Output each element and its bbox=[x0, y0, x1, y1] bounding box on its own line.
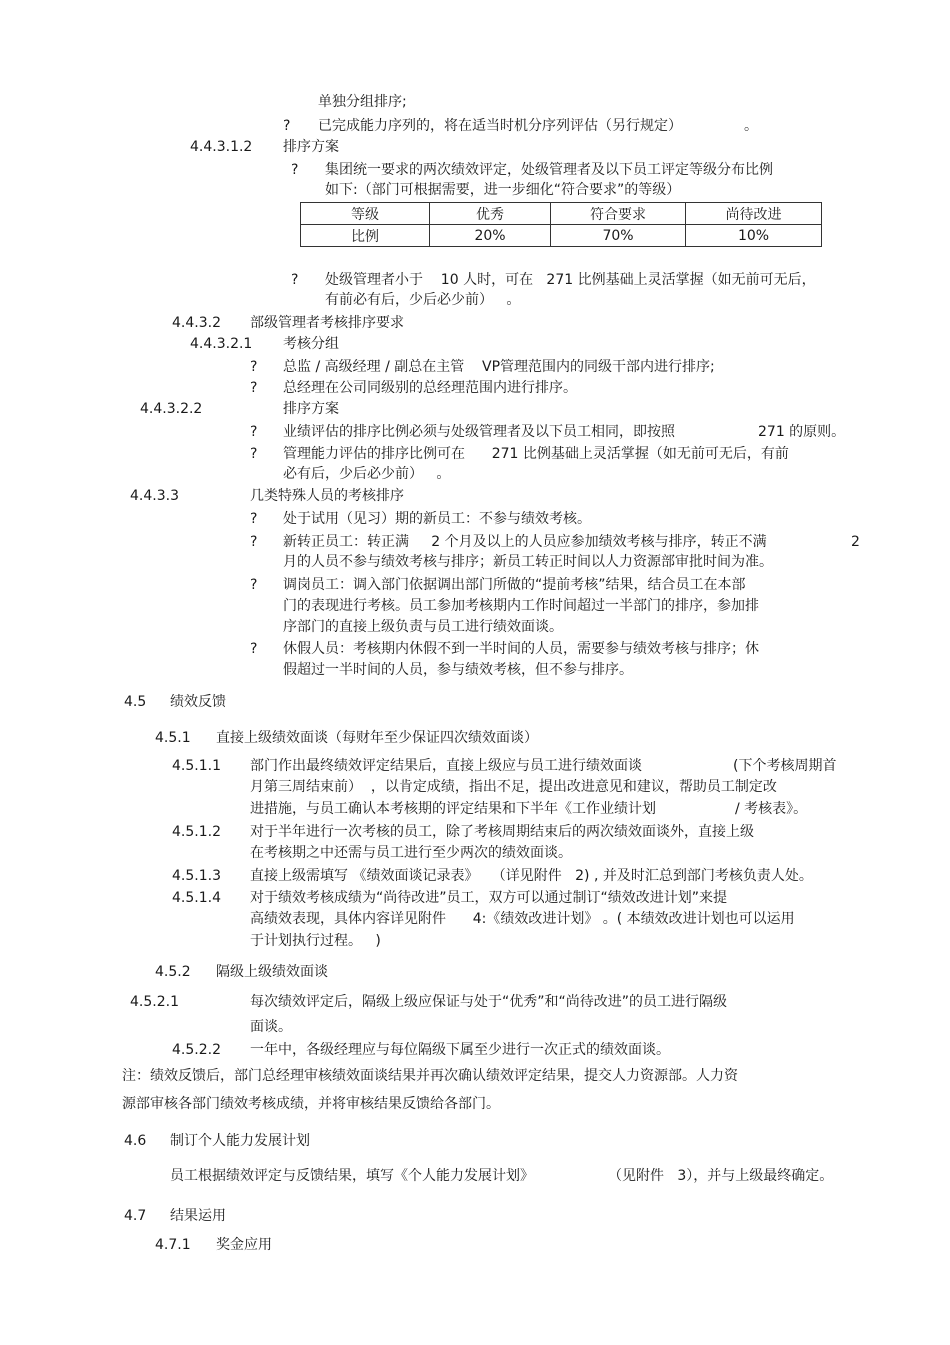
text-line: 休假人员：考核期内休假不到一半时间的人员，需要参与绩效考核与排序；休 bbox=[283, 641, 759, 657]
text-line: 处级管理者小于 10 人时，可在 271 比例基础上灵活掌握（如无前可无后， bbox=[325, 272, 816, 288]
table-row bbox=[301, 225, 822, 247]
section-heading: 排序方案 bbox=[283, 139, 339, 155]
table-header-cell: 优秀 bbox=[430, 203, 551, 225]
text-line: 一年中，各级经理应与每位隔级下属至少进行一次正式的绩效面谈。 bbox=[250, 1042, 670, 1058]
text-line: 面谈。 bbox=[250, 1019, 292, 1035]
table-cell: 20% bbox=[430, 225, 551, 247]
text-line: 集团统一要求的两次绩效评定，处级管理者及以下员工评定等级分布比例 bbox=[325, 162, 773, 178]
text-line: 。 bbox=[744, 118, 758, 134]
section-number: 4.5.2.1 bbox=[130, 994, 179, 1010]
bullet-marker: ? bbox=[250, 534, 258, 550]
text-line: 月的人员不参与绩效考核与排序；新员工转正时间以人力资源部审批时间为准。 bbox=[283, 554, 773, 570]
section-number: 4.4.3.2.2 bbox=[140, 401, 203, 417]
text-line: 总监 / 高级经理 / 副总在主管 VP管理范围内的同级干部内进行排序; bbox=[283, 359, 715, 375]
section-number: 4.5.2.2 bbox=[172, 1042, 221, 1058]
section-number: 4.5.1.2 bbox=[172, 824, 221, 840]
text-line: / 考核表》。 bbox=[735, 801, 808, 817]
section-heading: 隔级上级绩效面谈 bbox=[216, 964, 328, 980]
section-number: 4.7 bbox=[124, 1208, 147, 1224]
section-number: 4.5.1.3 bbox=[172, 868, 221, 884]
bullet-marker: ? bbox=[291, 272, 299, 288]
section-heading: 绩效反馈 bbox=[170, 694, 226, 710]
text-line: 单独分组排序; bbox=[318, 94, 407, 110]
section-heading: 结果运用 bbox=[170, 1208, 226, 1224]
text-line: 调岗员工：调入部门依据调出部门所做的“提前考核”结果，结合员工在本部 bbox=[283, 577, 746, 593]
text-line: (下个考核周期首 bbox=[733, 758, 837, 774]
section-number: 4.5 bbox=[124, 694, 147, 710]
text-line: 高绩效表现，具体内容详见附件 4:《绩效改进计划》 。( 本绩效改进计划也可以运用 bbox=[250, 911, 795, 927]
text-line: 对于半年进行一次考核的员工，除了考核周期结束后的两次绩效面谈外，直接上级 bbox=[250, 824, 754, 840]
text-line: 有前必有后，少后必少前） 。 bbox=[325, 292, 521, 308]
text-line: 月第三周结束前） ，以肯定成绩，指出不足，提出改进意见和建议，帮助员工制定改 bbox=[250, 779, 777, 795]
section-number: 4.5.2 bbox=[155, 964, 191, 980]
note-line: 源部审核各部门绩效考核成绩，并将审核结果反馈给各部门。 bbox=[122, 1096, 500, 1112]
section-number: 4.6 bbox=[124, 1133, 147, 1149]
text-line: 每次绩效评定后，隔级上级应保证与处于“优秀”和“尚待改进”的员工进行隔级 bbox=[250, 994, 728, 1010]
section-number: 4.4.3.2.1 bbox=[190, 336, 253, 352]
section-heading: 部级管理者考核排序要求 bbox=[250, 315, 404, 331]
bullet-marker: ? bbox=[250, 577, 258, 593]
section-number: 4.4.3.1.2 bbox=[190, 139, 253, 155]
table-cell: 70% bbox=[551, 225, 686, 247]
text-line: 已完成能力序列的，将在适当时机分序列评估（另行规定） bbox=[318, 118, 682, 134]
bullet-marker: ? bbox=[250, 380, 258, 396]
text-line: 必有后，少后必少前） 。 bbox=[283, 466, 451, 482]
bullet-marker: ? bbox=[250, 446, 258, 462]
section-number: 4.4.3.2 bbox=[172, 315, 221, 331]
text-line: 业绩评估的排序比例必须与处级管理者及以下员工相同，即按照 bbox=[283, 424, 675, 440]
text-line: 门的表现进行考核。员工参加考核期内工作时间超过一半部门的排序，参加排 bbox=[283, 598, 759, 614]
section-number: 4.5.1 bbox=[155, 730, 191, 746]
section-heading: 直接上级绩效面谈（每财年至少保证四次绩效面谈） bbox=[216, 730, 538, 746]
text-line: 假超过一半时间的人员，参与绩效考核，但不参与排序。 bbox=[283, 662, 633, 678]
text-line: 如下:（部门可根据需要，进一步细化“符合要求”的等级） bbox=[325, 182, 681, 198]
ratio-table bbox=[300, 202, 822, 247]
bullet-marker: ? bbox=[250, 641, 258, 657]
text-line: 进措施，与员工确认本考核期的评定结果和下半年《工作业绩计划 bbox=[250, 801, 656, 817]
table-row bbox=[301, 203, 822, 225]
section-number: 4.5.1.1 bbox=[172, 758, 221, 774]
section-heading: 排序方案 bbox=[283, 401, 339, 417]
text-line: 在考核期之中还需与员工进行至少两次的绩效面谈。 bbox=[250, 845, 572, 861]
table-header-cell: 尚待改进 bbox=[686, 203, 822, 225]
text-line: 序部门的直接上级负责与员工进行绩效面谈。 bbox=[283, 619, 563, 635]
bullet-marker: ? bbox=[250, 359, 258, 375]
bullet-marker: ? bbox=[283, 118, 291, 134]
table-header-cell: 符合要求 bbox=[551, 203, 686, 225]
text-line: 管理能力评估的排序比例可在 271 比例基础上灵活掌握（如无前可无后，有前 bbox=[283, 446, 789, 462]
text-line: 2 bbox=[851, 534, 860, 550]
section-heading: 制订个人能力发展计划 bbox=[170, 1133, 310, 1149]
section-heading: 考核分组 bbox=[283, 336, 339, 352]
text-line: 员工根据绩效评定与反馈结果，填写《个人能力发展计划》 bbox=[170, 1168, 534, 1184]
section-heading: 奖金应用 bbox=[216, 1237, 272, 1253]
note-line: 注：绩效反馈后，部门总经理审核绩效面谈结果并再次确认绩效评定结果，提交人力资源部。人力资 bbox=[122, 1068, 738, 1084]
text-line: 处于试用（见习）期的新员工：不参与绩效考核。 bbox=[283, 511, 591, 527]
text-line: 总经理在公司同级别的总经理范围内进行排序。 bbox=[283, 380, 577, 396]
bullet-marker: ? bbox=[291, 162, 299, 178]
bullet-marker: ? bbox=[250, 424, 258, 440]
table-header-cell: 等级 bbox=[301, 203, 430, 225]
text-line: 新转正员工：转正满 2 个月及以上的人员应参加绩效考核与排序，转正不满 bbox=[283, 534, 767, 550]
section-heading: 几类特殊人员的考核排序 bbox=[250, 488, 404, 504]
text-line: 直接上级需填写 《绩效面谈记录表》 （详见附件 2) , 并及时汇总到部门考核负责人处。 bbox=[250, 868, 813, 884]
text-line: 于计划执行过程。 ) bbox=[250, 933, 381, 949]
table-cell: 10% bbox=[686, 225, 822, 247]
text-line: 部门作出最终绩效评定结果后，直接上级应与员工进行绩效面谈 bbox=[250, 758, 642, 774]
bullet-marker: ? bbox=[250, 511, 258, 527]
section-number: 4.4.3.3 bbox=[130, 488, 179, 504]
text-line: 271 的原则。 bbox=[758, 424, 846, 440]
section-number: 4.5.1.4 bbox=[172, 890, 221, 906]
text-line: （见附件 3），并与上级最终确定。 bbox=[608, 1168, 834, 1184]
section-number: 4.7.1 bbox=[155, 1237, 191, 1253]
table-cell: 比例 bbox=[301, 225, 430, 247]
text-line: 对于绩效考核成绩为“尚待改进”员工，双方可以通过制订“绩效改进计划”来提 bbox=[250, 890, 728, 906]
